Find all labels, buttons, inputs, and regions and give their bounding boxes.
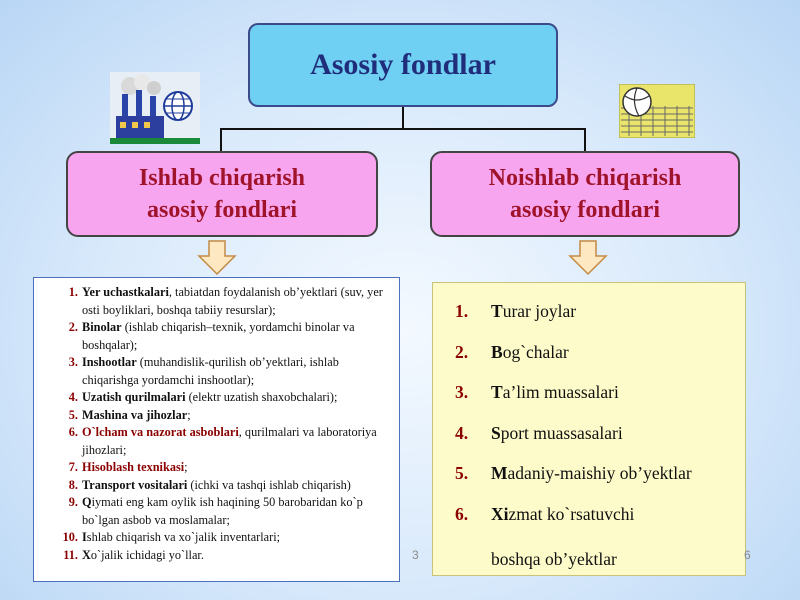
connector-horizontal — [220, 128, 586, 130]
list-item-term: Uzatish qurilmalari — [82, 390, 186, 404]
main-title-box — [248, 23, 558, 107]
list-item-initial: M — [491, 463, 508, 483]
list-item — [56, 389, 387, 407]
nonproduction-funds-list — [432, 282, 746, 576]
list-item-number: 5. — [455, 463, 469, 483]
factory-globe-icon — [110, 72, 200, 144]
list-item — [56, 547, 387, 565]
list-item-initial: T — [491, 301, 503, 321]
list-item — [455, 463, 745, 504]
list-item-number: 2. — [68, 320, 78, 334]
list-item — [455, 423, 745, 464]
list-item — [56, 529, 387, 547]
list-item-number: 6. — [68, 425, 78, 439]
production-funds-line1: Ishlab chiqarish — [138, 165, 306, 191]
list-item-description: , qurilmalari va laboratoriya jihozlari; — [82, 425, 377, 457]
list-item-number: 5. — [68, 407, 78, 422]
list-item-term: I — [82, 530, 87, 544]
list-item-number: 6. — [455, 503, 469, 524]
nonproduction-funds-box — [430, 151, 740, 237]
connector-vertical-top — [402, 107, 404, 129]
list-item-text: adaniy-maishiy ob’yektlar — [507, 463, 692, 483]
list-item-text: zmat ko`rsatuvchi — [508, 503, 635, 524]
list-item-initial: B — [491, 341, 503, 362]
list-item-description: shlab chiqarish va xo`jalik inventarlari; — [86, 530, 281, 544]
page-number-left: 3 — [412, 548, 419, 562]
list-item — [56, 494, 387, 529]
list-item-number: 9. — [68, 495, 78, 509]
list-item-description: ; — [187, 407, 191, 422]
list-item-number: 3. — [68, 355, 78, 369]
down-arrow-left-icon — [197, 240, 237, 276]
list-item — [56, 319, 387, 354]
list-item — [455, 504, 745, 545]
list-item-number: 4. — [68, 390, 78, 404]
nonproduction-funds-line2: asosiy fondlari — [509, 197, 661, 223]
main-title: Asosiy fondlar — [310, 48, 496, 81]
list-item-number: 2. — [455, 341, 469, 362]
connector-left-drop — [220, 128, 222, 151]
list-item — [56, 424, 387, 459]
list-item-initial: Xi — [491, 503, 509, 524]
list-item-initial: S — [491, 422, 501, 443]
list-item-term: Inshootlar — [82, 355, 137, 369]
list-item-number: 7. — [68, 460, 78, 474]
list-item — [56, 407, 387, 425]
list-item-description: (ichki va tashqi ishlab chiqarish) — [187, 477, 351, 492]
list-item-description: , tabiatdan foydalanish ob’yektlari (suv, yer osti boyliklari, boshqa tabiiy resurslar); — [82, 285, 383, 317]
page-number-right: 6 — [744, 548, 751, 562]
list-item-description: (ishlab chiqarish–texnik, yordamchi binolar va boshqalar); — [82, 320, 355, 352]
list-item-term: O`lcham va nazorat asboblari — [82, 425, 239, 439]
nonproduction-funds-line1: Noishlab chiqarish — [488, 165, 682, 191]
volleyball-net-icon — [619, 84, 695, 138]
list-item-description: ; — [184, 460, 188, 474]
list-item-number: 1. — [455, 301, 469, 321]
production-funds-box — [66, 151, 378, 237]
list-item — [455, 382, 745, 423]
list-item-description: (elektr uzatish shaxobchalari); — [185, 390, 338, 404]
list-item-term: Binolar — [82, 320, 122, 334]
connector-right-drop — [584, 128, 586, 151]
list-item-number: 11. — [63, 547, 78, 562]
list-item — [56, 284, 387, 319]
list-item — [455, 342, 745, 383]
list-item — [56, 354, 387, 389]
list-item-initial: T — [491, 382, 503, 402]
list-item-term: Mashina va jihozlar — [82, 407, 188, 422]
list-item-description: o`jalik ichidagi yo`llar. — [90, 547, 204, 562]
list-item-term: Transport vositalari — [82, 477, 188, 492]
list-item-text: a’lim muassalari — [502, 382, 619, 402]
list-item-description: iymati eng kam oylik ish haqining 50 barobaridan ko`p bo`lgan asbob va moslamalar; — [82, 495, 363, 527]
list-item-term: Hisoblash texnikasi — [82, 460, 185, 474]
list-item-text: urar joylar — [502, 301, 577, 321]
list-item-number: 1. — [68, 285, 78, 299]
right-list-extra: boshqa ob’yektlar — [491, 549, 617, 569]
list-item-description: (muhandislik-qurilish ob’yektlari, ishlab chiqarishga yordamchi inshootlar); — [82, 355, 339, 387]
list-item-number: 3. — [455, 382, 469, 402]
list-item-number: 10. — [62, 530, 78, 544]
list-item — [56, 477, 387, 495]
down-arrow-right-icon — [568, 240, 608, 276]
production-funds-list — [33, 277, 400, 582]
list-item-number: 8. — [68, 477, 78, 492]
list-item — [455, 301, 745, 342]
list-item-text: port muassasalari — [500, 422, 623, 443]
list-item-term: X — [82, 547, 91, 562]
list-item-text: og`chalar — [502, 341, 569, 362]
list-item — [56, 459, 387, 477]
list-item-term: Q — [82, 495, 92, 509]
list-item-number: 4. — [455, 422, 469, 443]
list-item-term: Yer uchastkalari — [82, 285, 169, 299]
production-funds-line2: asosiy fondlari — [146, 197, 298, 223]
